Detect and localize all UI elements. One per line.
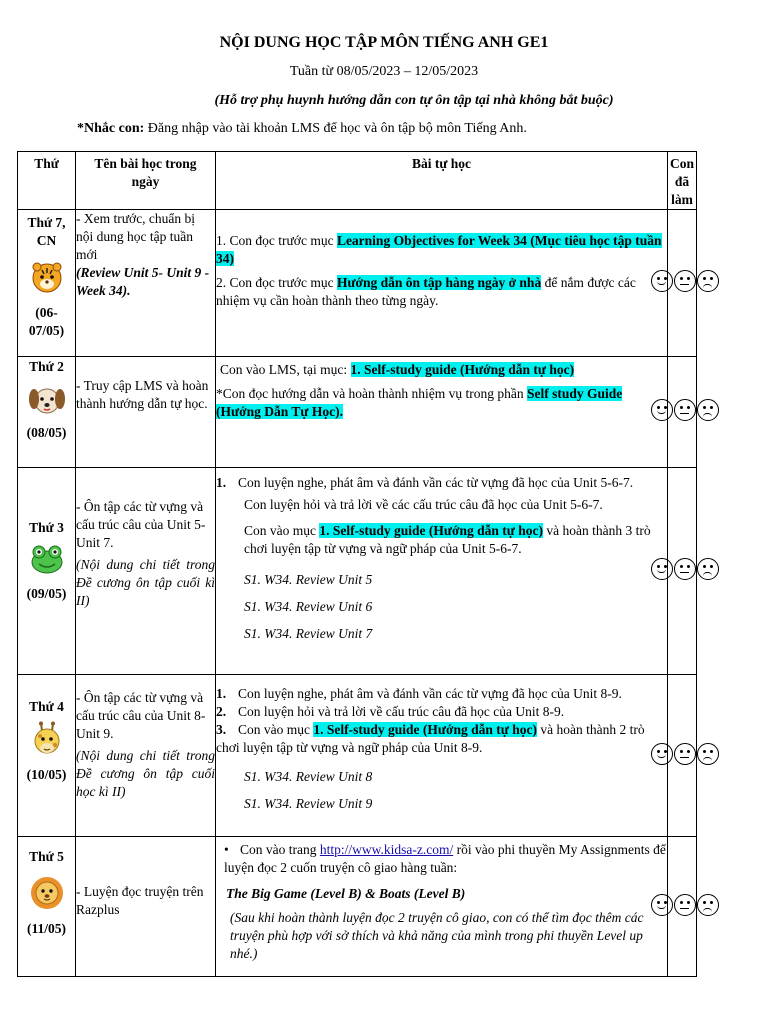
lesson-cell [76, 357, 216, 468]
book-titles: The Big Game (Level B) & Boats (Level B) [226, 886, 466, 901]
header-lesson: Tên bài học trong ngày [76, 152, 216, 210]
task-highlight: 1. Self-study guide (Hướng dẫn tự học) [319, 523, 543, 538]
list-number: 1. [216, 686, 227, 701]
header-tasks: Bài tự học [216, 152, 668, 210]
list-number: 1. [216, 475, 227, 490]
review-item: S1. W34. Review Unit 8 [244, 769, 373, 784]
table-row [18, 675, 697, 837]
lesson-note: (Review Unit 5- Unit 9 -Week 34). [76, 265, 210, 298]
page-title: NỘI DUNG HỌC TẬP MÔN TIẾNG ANH GE1 [219, 34, 549, 51]
day-name: Thứ 2 [29, 359, 64, 374]
smiley-sad-icon[interactable] [697, 743, 719, 765]
giraffe-icon [30, 721, 64, 757]
day-cell [18, 357, 76, 468]
task-text: Con vào trang [240, 842, 320, 857]
smiley-neutral-icon[interactable] [674, 558, 696, 580]
task-highlight: Learning Objectives for Week 34 (Mục tiêu học tập tuần 34) [216, 233, 662, 266]
tiger-icon [30, 260, 64, 294]
tasks-cell [216, 357, 668, 468]
tasks-cell [216, 210, 668, 357]
done-cell [668, 210, 697, 357]
task-text: để nắm được các nhiệm vụ cần hoàn thành theo từng ngày. [216, 275, 636, 308]
done-cell [668, 675, 697, 837]
list-number: 3. [216, 722, 227, 737]
done-cell [668, 837, 697, 977]
table-row [18, 357, 697, 468]
task-text: 2. Con đọc trước mục [216, 275, 337, 290]
smiley-happy-icon[interactable] [651, 558, 673, 580]
smiley-happy-icon[interactable] [651, 270, 673, 292]
task-text: Con luyện hỏi và trả lời về các cấu trúc câu đã học của Unit 5-6-7. [244, 497, 603, 512]
tasks-cell: • Con vào trang http://www.kidsa-z.com/ rồi vào phi thuyền My Assignments để luyện đọc 2 cuốn truyện cô giao hàng tuần: The Big Game (Level B) & Boats (Level B) (Sau khi hoàn thành luyện đọc 2 truyện cô giao, con có thể tìm đọc thêm các truyện phù hợp với sở thích và khả năng của mình trong phi thuyền Level up nhé.) [216, 837, 668, 977]
day-cell [18, 837, 76, 977]
review-item: S1. W34. Review Unit 9 [244, 796, 373, 811]
smiley-neutral-icon[interactable] [674, 894, 696, 916]
header-done: Con đã làm [668, 152, 697, 210]
smiley-happy-icon[interactable] [651, 399, 673, 421]
smiley-sad-icon[interactable] [697, 558, 719, 580]
smiley-neutral-icon[interactable] [674, 399, 696, 421]
lion-icon [29, 875, 65, 911]
table-row [18, 468, 697, 675]
smiley-neutral-icon[interactable] [674, 270, 696, 292]
frog-icon [30, 544, 64, 574]
task-text: 1. Con đọc trước mục [216, 233, 337, 248]
lesson-text: - Truy cập LMS và hoàn thành hướng dẫn tự học. [76, 378, 209, 411]
task-text: và hoàn thành 3 trò chơi luyện tập từ vựng và ngữ pháp của Unit 5-6-7. [244, 523, 651, 556]
lesson-text: - Luyện đọc truyện trên Razplus [76, 884, 204, 917]
task-text: Con vào mục [244, 523, 320, 538]
day-cell [18, 675, 76, 837]
table-header-row [18, 152, 697, 210]
review-item: S1. W34. Review Unit 6 [244, 599, 373, 614]
lesson-text: - Ôn tập các từ vựng và cấu trúc câu của Unit 8-Unit 9. [76, 690, 206, 741]
table-row [18, 210, 697, 357]
task-text: Con luyện nghe, phát âm và đánh vần các từ vựng đã học của Unit 8-9. [238, 686, 622, 701]
day-name: Thứ 7, CN [27, 215, 66, 248]
header-day: Thứ [18, 152, 76, 210]
kidsa-z-link[interactable]: http://www.kidsa-z.com/ [319, 842, 454, 857]
task-text: Con vào LMS, tại mục: [220, 362, 351, 377]
task-text: *Con đọc hướng dẫn và hoàn thành nhiệm vụ trong phần [216, 386, 528, 401]
day-cell [18, 468, 76, 675]
task-text: Con luyện hỏi và trả lời về cấu trúc câu đã học của Unit 8-9. [238, 704, 565, 719]
done-cell [668, 468, 697, 675]
day-date: (08/05) [26, 425, 67, 440]
week-range: Tuần từ 08/05/2023 – 12/05/2023 [289, 64, 479, 79]
support-note: (Hỗ trợ phụ huynh hướng dẫn con tự ôn tập tại nhà không bắt buộc) [214, 93, 614, 108]
review-item: S1. W34. Review Unit 7 [244, 626, 373, 641]
day-date: (11/05) [27, 921, 66, 936]
day-name: Thứ 4 [29, 699, 64, 714]
lesson-cell [76, 468, 216, 675]
study-plan-table [17, 151, 697, 977]
done-cell [668, 357, 697, 468]
smiley-happy-icon[interactable] [651, 743, 673, 765]
task-text: Con vào mục [238, 722, 314, 737]
day-date: (06-07/05) [28, 305, 65, 338]
lesson-note: (Nội dung chi tiết trong Đề cương ôn tập cuối kì II) [76, 557, 215, 608]
review-item: S1. W34. Review Unit 5 [244, 572, 373, 587]
smiley-sad-icon[interactable] [697, 270, 719, 292]
day-name: Thứ 5 [29, 849, 64, 864]
task-note: (Sau khi hoàn thành luyện đọc 2 truyện cô giao, con có thể tìm đọc thêm các truyện phù hợp với sở thích và khả năng của mình trong phi thuyền Level up nhé.) [230, 910, 644, 961]
smiley-happy-icon[interactable] [651, 894, 673, 916]
day-name: Thứ 3 [29, 520, 64, 535]
list-number: 2. [216, 704, 227, 719]
lesson-cell [76, 837, 216, 977]
day-cell [18, 210, 76, 357]
task-highlight: Hướng dẫn ôn tập hàng ngày ở nhà [336, 275, 542, 290]
lesson-note: (Nội dung chi tiết trong Đề cương ôn tập cuối học kì II) [76, 748, 215, 799]
lesson-text: - Xem trước, chuẩn bị nội dung học tập tuần mới [76, 211, 196, 262]
task-highlight: Self study Guide (Hướng Dẫn Tự Học). [216, 386, 623, 419]
smiley-sad-icon[interactable] [697, 894, 719, 916]
lesson-cell [76, 675, 216, 837]
smiley-sad-icon[interactable] [697, 399, 719, 421]
lesson-text: - Ôn tập các từ vựng và cấu trúc câu của Unit 5-Unit 7. [76, 499, 206, 550]
table-row [18, 837, 697, 977]
task-highlight: 1. Self-study guide (Hướng dẫn tự học) [313, 722, 537, 737]
puppy-icon [28, 383, 66, 417]
task-text: Con luyện nghe, phát âm và đánh vần các từ vựng đã học của Unit 5-6-7. [238, 475, 634, 490]
reminder [77, 121, 527, 137]
tasks-cell [216, 468, 668, 675]
lesson-cell [76, 210, 216, 357]
day-date: (10/05) [26, 767, 67, 782]
reminder-label: *Nhắc con: [77, 121, 145, 136]
task-text: và hoàn thành 2 trò chơi luyện tập từ vựng và ngữ pháp của Unit 8-9. [216, 722, 645, 755]
reminder-text: Đăng nhập vào tài khoản LMS để học và ôn tập bộ môn Tiếng Anh. [144, 121, 527, 136]
task-highlight: 1. Self-study guide (Hướng dẫn tự học) [350, 362, 575, 377]
day-date: (09/05) [26, 586, 67, 601]
task-text: rồi vào phi thuyền My Assignments để luyện đọc 2 cuốn truyện cô giao hàng tuần: [224, 842, 666, 875]
smiley-neutral-icon[interactable] [674, 743, 696, 765]
tasks-cell [216, 675, 668, 837]
